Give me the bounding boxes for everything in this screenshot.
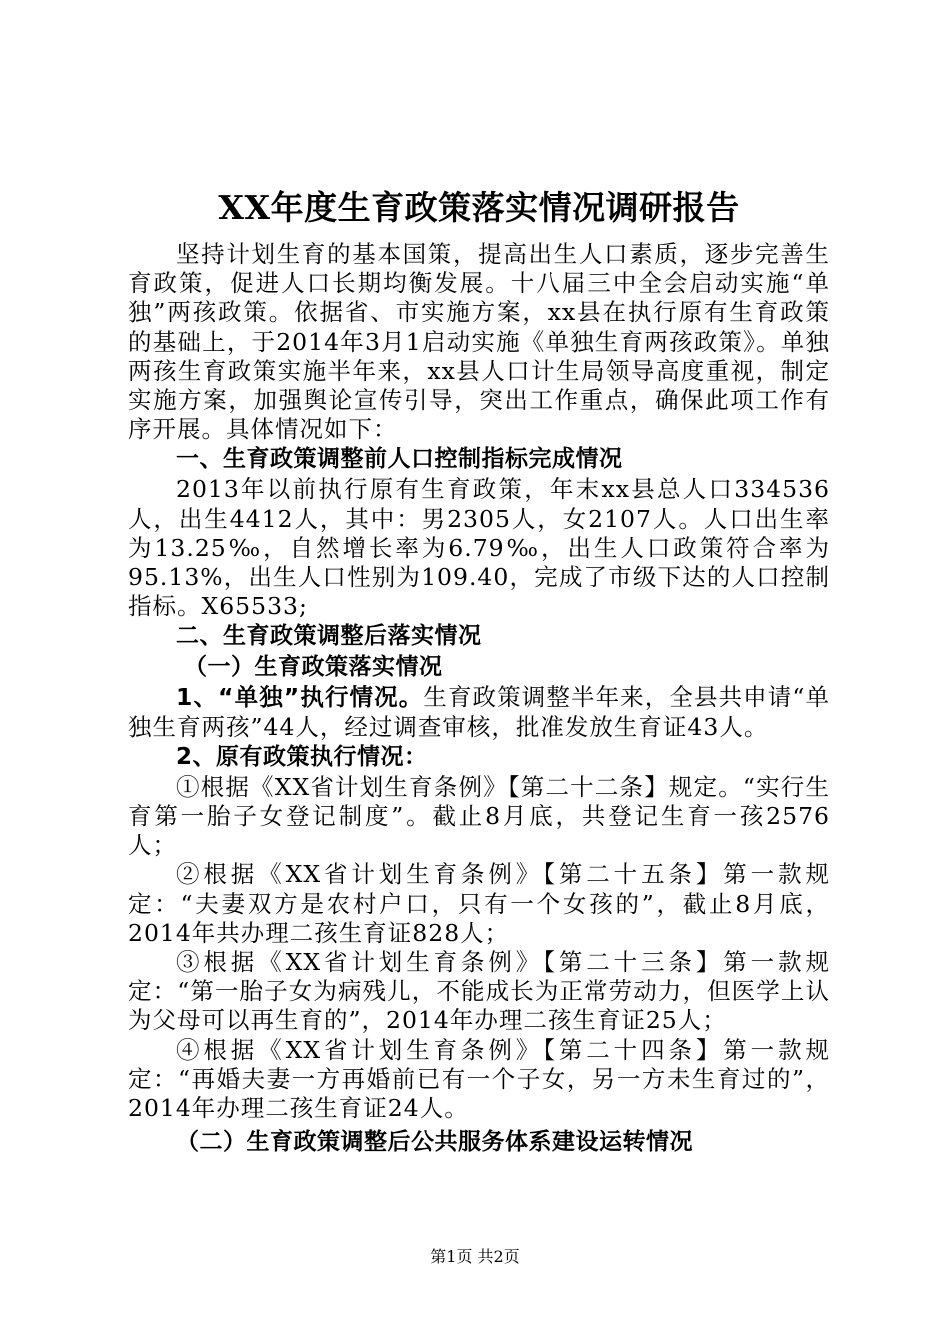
subsection2-heading: （二）生育政策调整后公共服务体系建设运转情况 — [176, 1129, 693, 1156]
intro-paragraph: 坚持计划生育的基本国策，提高出生人口素质，逐步完善生育政策，促进人口长期均衡发展。十八届三中全会启动实施“单独”两孩政策。依据省、市实施方案，xx县在执行原有生育政策的基础上，于2014年3月1启动实施《单独生育两孩政策》。单独两孩生育政策实施半年来，xx县人口计生局领导高度重视，制定实施方案，加强舆论宣传引导，突出工作重点，确保此项工作有序开展。具体情况如下： — [128, 240, 830, 444]
document-title: XX年度生育政策落实情况调研报告 — [218, 188, 740, 227]
item1-lead: 1、“单独”执行情况。 — [176, 683, 424, 712]
clause-paragraph: ①根据《XX省计划生育条例》【第二十二条】规定。“实行生育第一胎子女登记制度”。截止8月底，共登记生育一孩2576人； — [128, 772, 830, 860]
subsection1-heading: （一）生育政策落实情况 — [184, 654, 443, 681]
item1-paragraph — [128, 683, 830, 741]
clause-paragraph: ④根据《XX省计划生育条例》【第二十四条】第一款规定：“再婚夫妻一方再婚前已有一个子女，另一方未生育过的”，2014年办理二孩生育证24人。 — [128, 1035, 830, 1123]
item1-body: 生育政策调整半年来，全县共申请“单独生育两孩”44人，经过调查审核，批准发放生育证43人。 — [128, 683, 830, 741]
section2-heading: 二、生育政策调整后落实情况 — [176, 623, 482, 650]
section1-body: 2013年以前执行原有生育政策，年末xx县总人口334536人，出生4412人，其中：男2305人，女2107人。人口出生率为13.25‰，自然增长率为6.79‰，出生人口政策符合率为95.13%，出生人口性别为109.40，完成了市级下达的人口控制指标。X65533; — [128, 475, 830, 621]
clause-paragraph: ②根据《XX省计划生育条例》【第二十五条】第一款规定：“夫妻双方是农村户口，只有一个女孩的”，截止8月底，2014年共办理二孩生育证828人； — [128, 860, 830, 947]
clause-paragraph: ③根据《XX省计划生育条例》【第二十三条】第一款规定：“第一胎子女为病残儿，不能成长为正常劳动力，但医学上认为父母可以再生育的”，2014年办理二孩生育证25人； — [128, 948, 830, 1035]
section1-heading: 一、生育政策调整前人口控制指标完成情况 — [176, 446, 623, 473]
page-footer: 第1页 共2页 — [430, 1247, 520, 1266]
item2-heading: 2、原有政策执行情况： — [176, 743, 428, 770]
document-page — [128, 180, 830, 1158]
